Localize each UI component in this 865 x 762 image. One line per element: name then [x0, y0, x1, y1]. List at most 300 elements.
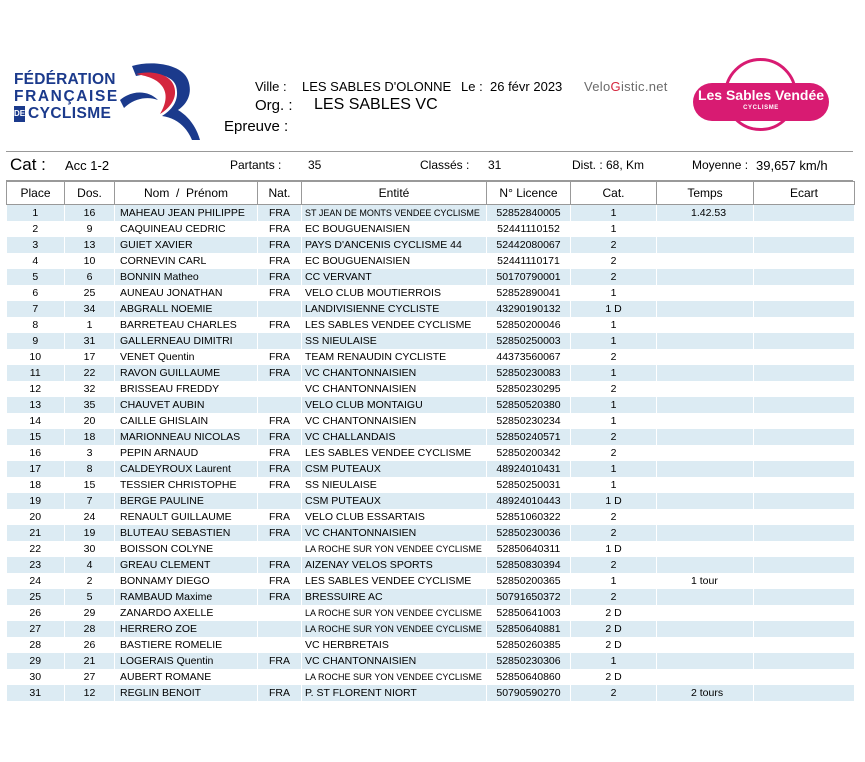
cell-ecart: [754, 669, 855, 685]
cell-place: 11: [7, 365, 65, 381]
cell-cat: 1 D: [571, 541, 657, 557]
cell-temps: [657, 285, 754, 301]
cell-nat: FRA: [258, 413, 302, 429]
cell-dos: 22: [65, 365, 115, 381]
cell-temps: 1 tour: [657, 573, 754, 589]
cell-nom: AUBERT ROMANE: [115, 669, 258, 685]
cell-ecart: [754, 637, 855, 653]
cell-licence: 52850250031: [487, 477, 571, 493]
cell-place: 27: [7, 621, 65, 637]
cell-entite: ST JEAN DE MONTS VENDEE CYCLISME: [302, 205, 487, 222]
sables-line1: Les Sables Vendée: [697, 87, 825, 103]
classes-label: Classés :: [420, 158, 470, 172]
cell-entite: LES SABLES VENDEE CYCLISME: [302, 573, 487, 589]
cell-nat: [258, 605, 302, 621]
cell-place: 14: [7, 413, 65, 429]
cell-place: 8: [7, 317, 65, 333]
table-row: [7, 685, 855, 701]
cell-licence: 48924010443: [487, 493, 571, 509]
cell-temps: [657, 397, 754, 413]
cell-temps: [657, 381, 754, 397]
cell-temps: [657, 333, 754, 349]
table-row: [7, 605, 855, 621]
cell-ecart: [754, 413, 855, 429]
cell-nom: CAILLE GHISLAIN: [115, 413, 258, 429]
cell-temps: [657, 445, 754, 461]
cell-nat: FRA: [258, 205, 302, 222]
cell-licence: 52852840005: [487, 205, 571, 222]
cell-temps: [657, 669, 754, 685]
cell-entite: LA ROCHE SUR YON VENDEE CYCLISME: [302, 605, 487, 621]
cell-ecart: [754, 605, 855, 621]
cell-cat: 1: [571, 317, 657, 333]
cell-cat: 2: [571, 381, 657, 397]
cell-place: 13: [7, 397, 65, 413]
cell-temps: [657, 477, 754, 493]
table-header-row: [7, 182, 855, 205]
cell-entite: VELO CLUB MOUTIERROIS: [302, 285, 487, 301]
cell-cat: 1: [571, 333, 657, 349]
distance: Dist. : 68, Km: [572, 158, 645, 172]
cell-ecart: [754, 541, 855, 557]
cell-place: 17: [7, 461, 65, 477]
table-row: [7, 621, 855, 637]
cell-nom: MAHEAU JEAN PHILIPPE: [115, 205, 258, 222]
cell-temps: [657, 269, 754, 285]
cell-place: 4: [7, 253, 65, 269]
cell-dos: 10: [65, 253, 115, 269]
cell-ecart: [754, 509, 855, 525]
col-entite[interactable]: Entité: [302, 182, 487, 205]
cell-licence: 52850240571: [487, 429, 571, 445]
cell-licence: 52850230036: [487, 525, 571, 541]
cell-entite: VC CHALLANDAIS: [302, 429, 487, 445]
cell-nom: BERGE PAULINE: [115, 493, 258, 509]
cell-ecart: [754, 477, 855, 493]
cell-cat: 1: [571, 221, 657, 237]
cell-nom: RAMBAUD Maxime: [115, 589, 258, 605]
cell-nat: [258, 637, 302, 653]
cell-cat: 2 D: [571, 621, 657, 637]
cell-place: 29: [7, 653, 65, 669]
cell-nat: FRA: [258, 589, 302, 605]
cell-temps: [657, 461, 754, 477]
cell-nom: CORNEVIN CARL: [115, 253, 258, 269]
col-licence[interactable]: N° Licence: [487, 182, 571, 205]
brand-suffix: istic.net: [620, 79, 668, 94]
cell-temps: [657, 413, 754, 429]
cell-temps: [657, 525, 754, 541]
cell-licence: 52850250003: [487, 333, 571, 349]
cell-nom: HERRERO ZOE: [115, 621, 258, 637]
cell-nom: GUIET XAVIER: [115, 237, 258, 253]
cell-entite: LA ROCHE SUR YON VENDEE CYCLISME: [302, 621, 487, 637]
cell-cat: 1: [571, 397, 657, 413]
cell-licence: 52850641003: [487, 605, 571, 621]
cell-entite: LA ROCHE SUR YON VENDEE CYCLISME: [302, 541, 487, 557]
cell-nat: FRA: [258, 461, 302, 477]
ffc-line1: FÉDÉRATION: [14, 71, 116, 88]
cell-dos: 31: [65, 333, 115, 349]
cell-nat: [258, 333, 302, 349]
cell-licence: 52441110152: [487, 221, 571, 237]
cell-dos: 4: [65, 557, 115, 573]
cell-dos: 12: [65, 685, 115, 701]
col-temps[interactable]: Temps: [657, 182, 754, 205]
velogistic-brand: [584, 79, 668, 94]
cell-entite: CSM PUTEAUX: [302, 461, 487, 477]
cell-cat: 1: [571, 285, 657, 301]
cell-ecart: [754, 429, 855, 445]
cell-ecart: [754, 301, 855, 317]
ffc-wordmark: [14, 72, 119, 122]
table-row: [7, 573, 855, 589]
cell-nom: CALDEYROUX Laurent: [115, 461, 258, 477]
cell-cat: 2: [571, 525, 657, 541]
cell-nat: FRA: [258, 253, 302, 269]
col-place[interactable]: Place: [7, 182, 65, 205]
moyenne-value: 39,657 km/h: [756, 158, 828, 173]
cell-nom: TESSIER CHRISTOPHE: [115, 477, 258, 493]
table-row: [7, 493, 855, 509]
cell-temps: 2 tours: [657, 685, 754, 701]
table-row: [7, 397, 855, 413]
cell-nat: FRA: [258, 685, 302, 701]
cell-cat: 2: [571, 589, 657, 605]
cell-entite: VELO CLUB ESSARTAIS: [302, 509, 487, 525]
ffc-line3: CYCLISME: [28, 105, 112, 123]
cell-entite: VC CHANTONNAISIEN: [302, 525, 487, 541]
cell-temps: [657, 509, 754, 525]
table-row: [7, 333, 855, 349]
cell-nat: FRA: [258, 525, 302, 541]
cell-cat: 2 D: [571, 669, 657, 685]
table-row: [7, 221, 855, 237]
cell-temps: [657, 637, 754, 653]
cell-temps: [657, 221, 754, 237]
classes-value: 31: [488, 158, 502, 172]
cell-dos: 26: [65, 637, 115, 653]
brand-accent: G: [610, 79, 621, 94]
cell-licence: 50791650372: [487, 589, 571, 605]
cell-temps: [657, 541, 754, 557]
cell-nom: BOISSON COLYNE: [115, 541, 258, 557]
table-row: [7, 349, 855, 365]
table-row: [7, 317, 855, 333]
cell-nat: FRA: [258, 445, 302, 461]
cell-licence: 52850520380: [487, 397, 571, 413]
cell-cat: 2: [571, 509, 657, 525]
cell-ecart: [754, 205, 855, 222]
cell-nom: GALLERNEAU DIMITRI: [115, 333, 258, 349]
cell-place: 7: [7, 301, 65, 317]
cell-ecart: [754, 333, 855, 349]
cell-cat: 1: [571, 205, 657, 222]
cell-nat: FRA: [258, 237, 302, 253]
cell-entite: LES SABLES VENDEE CYCLISME: [302, 317, 487, 333]
cell-ecart: [754, 461, 855, 477]
cell-temps: [657, 253, 754, 269]
cell-ecart: [754, 285, 855, 301]
cell-licence: 44373560067: [487, 349, 571, 365]
table-row: [7, 509, 855, 525]
cell-place: 31: [7, 685, 65, 701]
cell-temps: [657, 317, 754, 333]
table-row: [7, 669, 855, 685]
table-row: [7, 285, 855, 301]
cell-dos: 7: [65, 493, 115, 509]
col-cat[interactable]: Cat.: [571, 182, 657, 205]
cell-temps: [657, 605, 754, 621]
cell-licence: 52850230234: [487, 413, 571, 429]
cell-nom: ABGRALL NOEMIE: [115, 301, 258, 317]
cat-value: Acc 1-2: [65, 158, 110, 173]
table-row: [7, 589, 855, 605]
col-nom[interactable]: Nom / Prénom: [115, 182, 258, 205]
cell-nom: VENET Quentin: [115, 349, 258, 365]
ffc-line2: FRANÇAISE: [14, 87, 119, 105]
org-value: LES SABLES VC: [314, 96, 438, 113]
cell-nat: FRA: [258, 573, 302, 589]
cell-licence: 50170790001: [487, 269, 571, 285]
cell-licence: 52850200365: [487, 573, 571, 589]
cell-cat: 2 D: [571, 605, 657, 621]
cell-entite: EC BOUGUENAISIEN: [302, 253, 487, 269]
cell-place: 21: [7, 525, 65, 541]
cell-dos: 35: [65, 397, 115, 413]
cell-nat: [258, 381, 302, 397]
cell-cat: 1: [571, 413, 657, 429]
cell-cat: 2: [571, 349, 657, 365]
cell-place: 20: [7, 509, 65, 525]
partants-value: 35: [308, 158, 322, 172]
cell-cat: 1 D: [571, 301, 657, 317]
table-row: [7, 525, 855, 541]
cell-cat: 2: [571, 429, 657, 445]
cell-ecart: [754, 589, 855, 605]
epreuve-label: Epreuve :: [224, 118, 289, 135]
cell-cat: 1: [571, 365, 657, 381]
table-row: [7, 461, 855, 477]
cell-place: 24: [7, 573, 65, 589]
cell-dos: 2: [65, 573, 115, 589]
cell-entite: VC CHANTONNAISIEN: [302, 653, 487, 669]
table-row: [7, 429, 855, 445]
cell-nom: RAVON GUILLAUME: [115, 365, 258, 381]
cell-dos: 29: [65, 605, 115, 621]
cell-nat: FRA: [258, 317, 302, 333]
cell-cat: 1: [571, 477, 657, 493]
cell-entite: SS NIEULAISE: [302, 477, 487, 493]
cell-ecart: [754, 269, 855, 285]
table-row: [7, 253, 855, 269]
cell-place: 9: [7, 333, 65, 349]
cell-place: 6: [7, 285, 65, 301]
cell-nat: FRA: [258, 429, 302, 445]
date-label: Le :: [461, 79, 483, 94]
cell-cat: 2: [571, 253, 657, 269]
cell-nom: RENAULT GUILLAUME: [115, 509, 258, 525]
cell-licence: 52850230295: [487, 381, 571, 397]
cell-dos: 3: [65, 445, 115, 461]
cell-cat: 2: [571, 237, 657, 253]
les-sables-vendee-logo: [693, 56, 829, 146]
table-row: [7, 413, 855, 429]
cell-entite: EC BOUGUENAISIEN: [302, 221, 487, 237]
cell-nom: REGLIN BENOIT: [115, 685, 258, 701]
cell-ecart: [754, 253, 855, 269]
table-row: [7, 301, 855, 317]
table-row: [7, 477, 855, 493]
cell-ecart: [754, 221, 855, 237]
cell-dos: 27: [65, 669, 115, 685]
sables-line2: CYCLISME: [743, 105, 779, 111]
ffc-logo: [14, 60, 199, 142]
cell-ecart: [754, 573, 855, 589]
cell-dos: 15: [65, 477, 115, 493]
org-label: Org. :: [255, 97, 293, 114]
cell-cat: 1: [571, 653, 657, 669]
cell-place: 3: [7, 237, 65, 253]
cell-entite: CSM PUTEAUX: [302, 493, 487, 509]
cell-nat: [258, 669, 302, 685]
col-ecart[interactable]: Ecart: [754, 182, 855, 205]
ffc-de-badge: DE: [14, 106, 25, 122]
table-row: [7, 381, 855, 397]
cell-temps: [657, 653, 754, 669]
cell-dos: 13: [65, 237, 115, 253]
cell-temps: [657, 557, 754, 573]
cell-nom: BONNAMY DIEGO: [115, 573, 258, 589]
cell-nat: [258, 301, 302, 317]
cell-dos: 30: [65, 541, 115, 557]
cell-ecart: [754, 557, 855, 573]
cell-cat: 2: [571, 269, 657, 285]
cell-entite: AIZENAY VELOS SPORTS: [302, 557, 487, 573]
cell-nom: CHAUVET AUBIN: [115, 397, 258, 413]
cell-dos: 9: [65, 221, 115, 237]
cell-nom: ZANARDO AXELLE: [115, 605, 258, 621]
table-row: [7, 557, 855, 573]
cell-temps: [657, 365, 754, 381]
cell-place: 15: [7, 429, 65, 445]
cell-ecart: [754, 397, 855, 413]
cell-dos: 8: [65, 461, 115, 477]
cell-cat: 1: [571, 573, 657, 589]
moyenne-label: Moyenne :: [692, 158, 749, 172]
cell-place: 25: [7, 589, 65, 605]
cell-dos: 28: [65, 621, 115, 637]
cell-temps: [657, 237, 754, 253]
cell-dos: 34: [65, 301, 115, 317]
cell-nat: FRA: [258, 221, 302, 237]
cell-entite: LANDIVISIENNE CYCLISTE: [302, 301, 487, 317]
cell-ecart: [754, 317, 855, 333]
cell-nat: FRA: [258, 269, 302, 285]
cell-dos: 19: [65, 525, 115, 541]
cell-nat: [258, 541, 302, 557]
cell-entite: VC HERBRETAIS: [302, 637, 487, 653]
cell-place: 16: [7, 445, 65, 461]
cell-place: 19: [7, 493, 65, 509]
cell-cat: 2: [571, 685, 657, 701]
table-row: [7, 269, 855, 285]
cell-dos: 5: [65, 589, 115, 605]
cell-nat: FRA: [258, 285, 302, 301]
cell-licence: 52441110171: [487, 253, 571, 269]
cell-place: 5: [7, 269, 65, 285]
cell-temps: [657, 349, 754, 365]
cell-nat: [258, 493, 302, 509]
cell-temps: [657, 621, 754, 637]
col-nat[interactable]: Nat.: [258, 182, 302, 205]
cat-label: Cat :: [10, 155, 46, 174]
cell-nom: BARRETEAU CHARLES: [115, 317, 258, 333]
cell-entite: CC VERVANT: [302, 269, 487, 285]
race-info-bar: [6, 151, 853, 181]
cell-place: 22: [7, 541, 65, 557]
partants-label: Partants :: [230, 158, 282, 172]
cell-nat: FRA: [258, 653, 302, 669]
cell-dos: 32: [65, 381, 115, 397]
ville-value: LES SABLES D'OLONNE: [302, 79, 452, 94]
cell-licence: 52851060322: [487, 509, 571, 525]
cell-temps: [657, 589, 754, 605]
cell-licence: 52850640881: [487, 621, 571, 637]
cell-nat: FRA: [258, 509, 302, 525]
cell-dos: 25: [65, 285, 115, 301]
cell-dos: 18: [65, 429, 115, 445]
cell-dos: 24: [65, 509, 115, 525]
table-row: [7, 541, 855, 557]
cell-licence: 52852890041: [487, 285, 571, 301]
cell-nat: [258, 397, 302, 413]
cell-ecart: [754, 381, 855, 397]
brand-prefix: Velo: [584, 79, 611, 94]
cell-cat: 2: [571, 445, 657, 461]
cell-licence: 52442080067: [487, 237, 571, 253]
cell-dos: 1: [65, 317, 115, 333]
cell-licence: 52850230083: [487, 365, 571, 381]
cell-nat: FRA: [258, 365, 302, 381]
cell-entite: P. ST FLORENT NIORT: [302, 685, 487, 701]
cell-place: 26: [7, 605, 65, 621]
cell-place: 18: [7, 477, 65, 493]
col-dos[interactable]: Dos.: [65, 182, 115, 205]
cell-entite: VC CHANTONNAISIEN: [302, 413, 487, 429]
cell-place: 28: [7, 637, 65, 653]
table-row: [7, 653, 855, 669]
table-row: [7, 637, 855, 653]
cell-licence: 52850830394: [487, 557, 571, 573]
cell-cat: 2: [571, 557, 657, 573]
cell-ecart: [754, 349, 855, 365]
cell-nom: BASTIERE ROMELIE: [115, 637, 258, 653]
cell-entite: VC CHANTONNAISIEN: [302, 381, 487, 397]
cell-nom: BRISSEAU FREDDY: [115, 381, 258, 397]
cell-entite: LA ROCHE SUR YON VENDEE CYCLISME: [302, 669, 487, 685]
cell-licence: 43290190132: [487, 301, 571, 317]
cell-temps: 1.42.53: [657, 205, 754, 222]
cell-ecart: [754, 365, 855, 381]
cell-place: 12: [7, 381, 65, 397]
results-table: [6, 181, 855, 701]
cell-licence: 52850200342: [487, 445, 571, 461]
cell-licence: 52850640860: [487, 669, 571, 685]
cell-entite: BRESSUIRE AC: [302, 589, 487, 605]
cell-licence: 50790590270: [487, 685, 571, 701]
cell-place: 2: [7, 221, 65, 237]
